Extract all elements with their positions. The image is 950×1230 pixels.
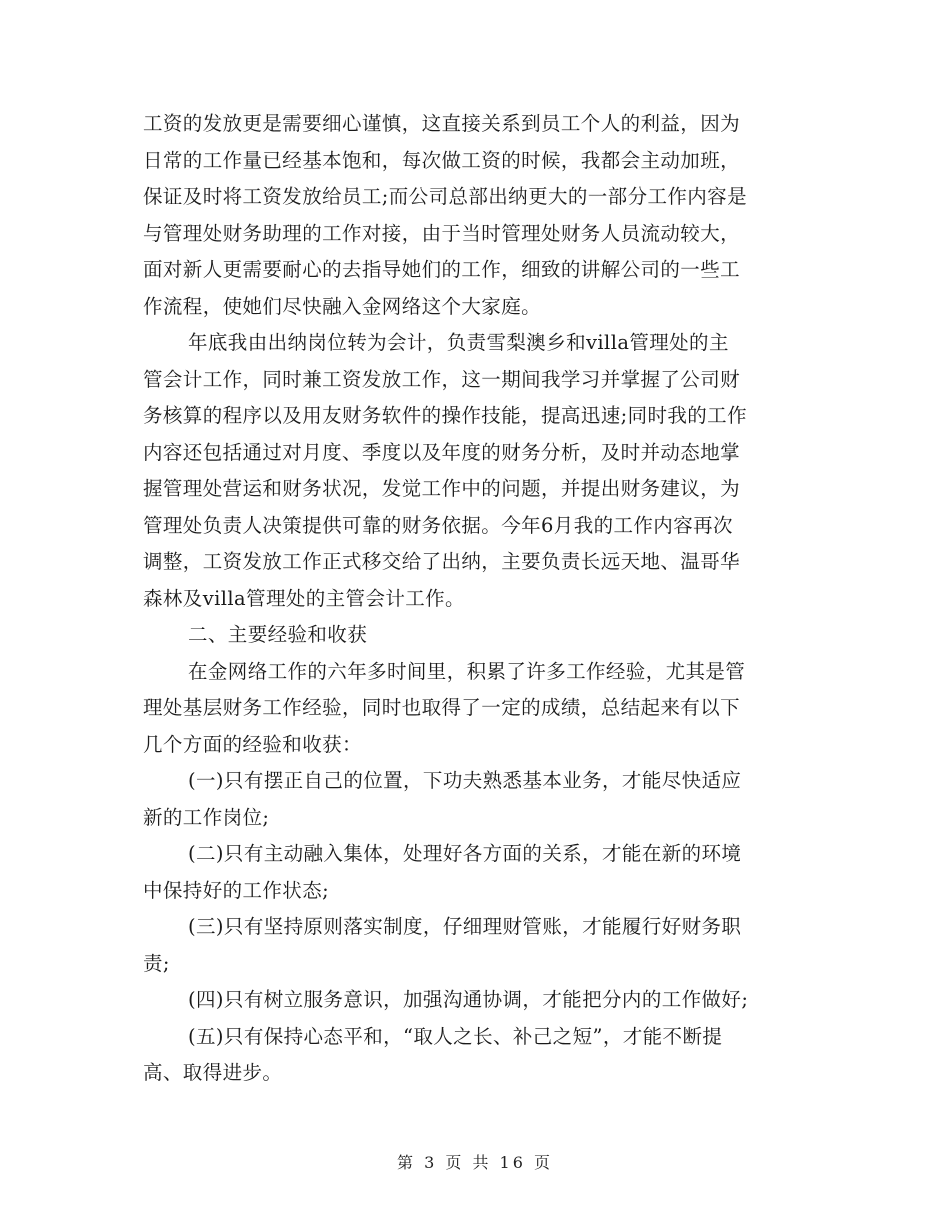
text-line: 内容还包括通过对月度、季度以及年度的财务分析，及时并动态地掌 xyxy=(143,440,741,464)
text-line: 日常的工作量已经基本饱和，每次做工资的时候，我都会主动加班， xyxy=(143,148,741,172)
text-line: 高、取得进步。 xyxy=(143,1061,283,1084)
section-heading: 二、主要经验和收获 xyxy=(188,623,368,646)
text-line: 理处基层财务工作经验，同时也取得了一定的成绩，总结起来有以下 xyxy=(143,696,741,719)
page-number-footer: 第 3 页 共 16 页 xyxy=(397,1153,553,1172)
text-line: 新的工作岗位; xyxy=(143,805,270,829)
text-line: 务核算的程序以及用友财务软件的操作技能，提高迅速;同时我的工作 xyxy=(143,404,747,427)
list-item-3: (三)只有坚持原则落实制度，仔细理财管账，才能履行好财务职 xyxy=(188,915,742,938)
list-item-1: (一)只有摆正自己的位置，下功夫熟悉基本业务，才能尽快适应 xyxy=(188,769,742,792)
paragraph-start-line: 在金网络工作的六年多时间里，积累了许多工作经验，尤其是管 xyxy=(188,659,746,683)
text-line: 握管理处营运和财务状况，发觉工作中的问题，并提出财务建议，为 xyxy=(143,477,741,500)
text-line: 责; xyxy=(143,951,170,975)
text-line: 几个方面的经验和收获： xyxy=(143,732,362,756)
list-item-4: (四)只有树立服务意识，加强沟通协调，才能把分内的工作做好; xyxy=(188,988,749,1011)
text-line: 保证及时将工资发放给员工;而公司总部出纳更大的一部分工作内容是 xyxy=(143,185,747,208)
text-line: 面对新人更需要耐心的去指导她们的工作，细致的讲解公司的一些工 xyxy=(143,258,741,281)
text-line: 与管理处财务助理的工作对接，由于当时管理处财务人员流动较大， xyxy=(143,221,741,245)
text-line: 调整，工资发放工作正式移交给了出纳，主要负责长远天地、温哥华 xyxy=(143,550,741,573)
text-line: 工资的发放更是需要细心谨慎，这直接关系到员工个人的利益，因为 xyxy=(143,112,741,135)
list-item-2: (二)只有主动融入集体，处理好各方面的关系，才能在新的环境 xyxy=(188,842,742,865)
text-line: 管理处负责人决策提供可靠的财务依据。今年6月我的工作内容再次 xyxy=(143,513,733,537)
document-body xyxy=(143,106,811,1092)
text-line: 作流程，使她们尽快融入金网络这个大家庭。 xyxy=(143,294,542,318)
text-line: 管会计工作，同时兼工资发放工作，这一期间我学习并掌握了公司财 xyxy=(143,367,741,391)
list-item-5: (五)只有保持心态平和，“取人之长、补己之短”，才能不断提 xyxy=(188,1024,723,1048)
paragraph-start-line: 年底我由出纳岗位转为会计，负责雪梨澳乡和villa管理处的主 xyxy=(188,331,729,354)
text-line: 森林及villa管理处的主管会计工作。 xyxy=(143,586,465,610)
text-line: 中保持好的工作状态; xyxy=(143,878,330,902)
